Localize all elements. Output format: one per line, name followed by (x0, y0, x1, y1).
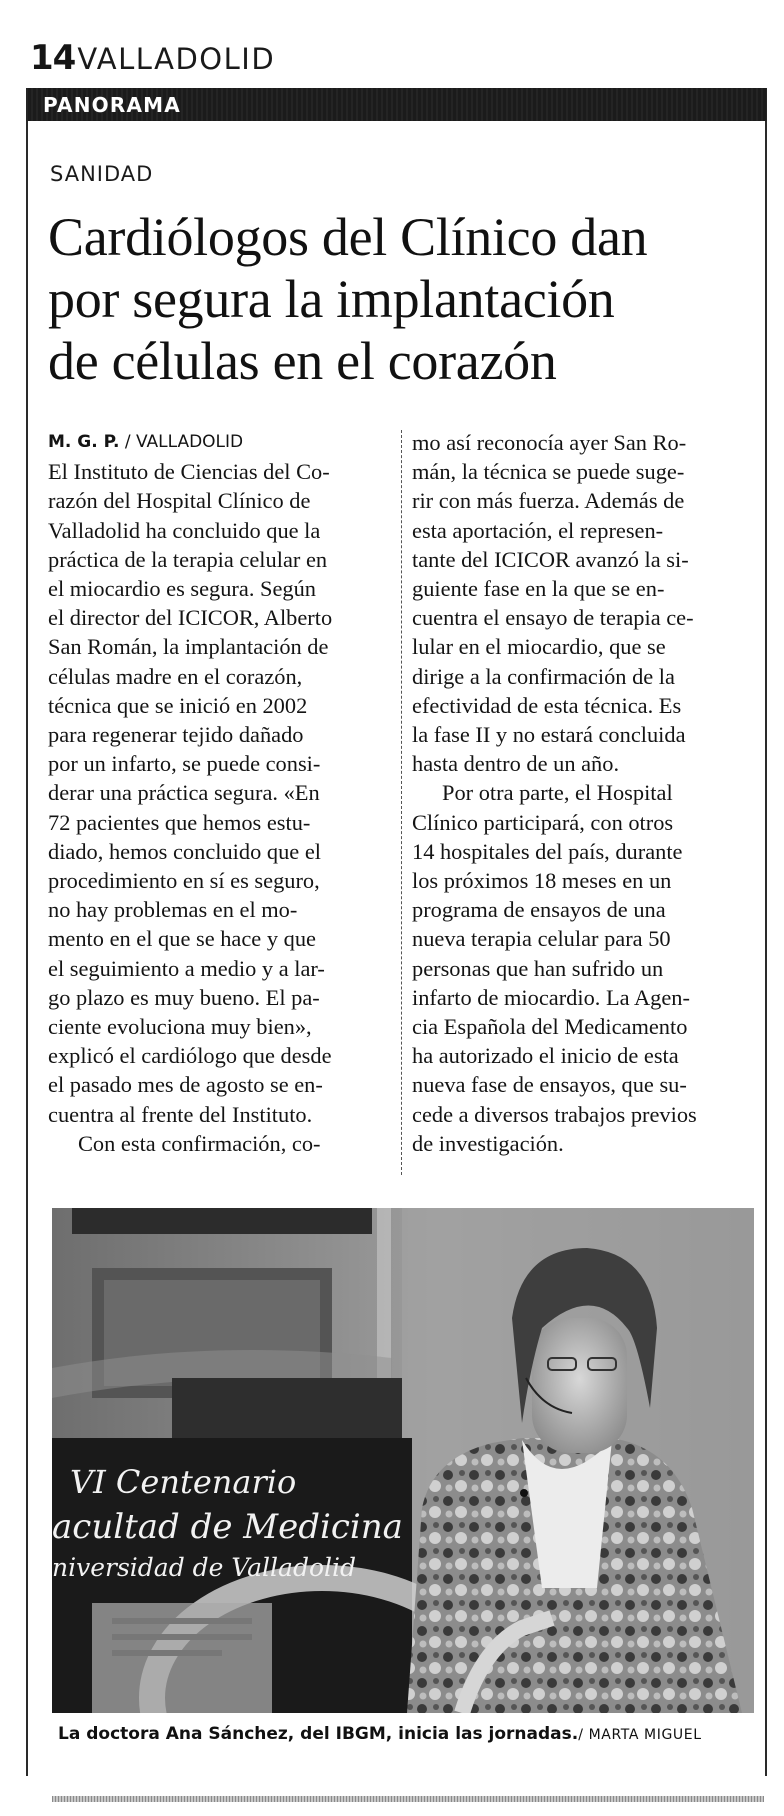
text-line: diado, hemos concluido que el (48, 838, 321, 864)
text-line: el miocardio es segura. Según (48, 576, 316, 602)
text-line: cuentra el ensayo de terapia ce- (412, 605, 694, 631)
text-line: procedimiento en sí es seguro, (48, 868, 320, 894)
text-line: efectividad de esta técnica. Es (412, 692, 682, 718)
caption-text: La doctora Ana Sánchez, del IBGM, inicia las jornadas. (58, 1724, 579, 1744)
text-line: Clínico participará, con otros (412, 809, 674, 835)
text-line: mán, la técnica se puede suge- (412, 459, 685, 485)
text-line: 72 pacientes que hemos estu- (48, 809, 311, 835)
photo-credit: / MARTA MIGUEL (578, 1727, 702, 1743)
text-line: cia Española del Medicamento (412, 1014, 688, 1040)
text-line: nueva fase de ensayos, que su- (412, 1072, 687, 1098)
text-line: por un infarto, se puede consi- (48, 751, 321, 777)
headline-line: Cardiólogos del Clínico dan (48, 207, 648, 267)
text-line: cede a diversos trabajos previos (412, 1101, 697, 1127)
text-line: los próximos 18 meses en un (412, 868, 672, 894)
text-line: programa de ensayos de una (412, 897, 666, 923)
page-folio (30, 38, 275, 84)
text-line: El Instituto de Ciencias del Co- (48, 459, 330, 485)
text-line: tante del ICICOR avanzó la si- (412, 546, 689, 572)
text-line: guiente fase en la que se en- (412, 576, 665, 602)
photo-illustration (52, 1208, 754, 1713)
article-kicker: SANIDAD (50, 162, 154, 186)
text-line: Con esta confirmación, co- (78, 1130, 321, 1156)
text-line: go plazo es muy bueno. El pa- (48, 984, 320, 1010)
text-line: derar una práctica segura. «En (48, 780, 320, 806)
text-line: práctica de la terapia celular en (48, 546, 328, 572)
photo-caption (58, 1724, 702, 1744)
text-line: células madre en el corazón, (48, 663, 303, 689)
text-line: hasta dentro de un año. (412, 751, 620, 777)
text-line: dirige a la confirmación de la (412, 663, 675, 689)
text-line: San Román, la implantación de (48, 634, 329, 660)
article-photo (52, 1208, 754, 1713)
text-line: Por otra parte, el Hospital (442, 780, 673, 806)
headline-line: de células en el corazón (48, 331, 557, 391)
text-line: para regenerar tejido dañado (48, 722, 304, 748)
text-line: no hay problemas en el mo- (48, 897, 298, 923)
byline (48, 428, 393, 457)
text-line: personas que han sufrido un (412, 955, 664, 981)
text-line: explicó el cardiólogo que desde (48, 1043, 332, 1069)
headline-line: por segura la implantación (48, 269, 615, 329)
article-headline (48, 206, 760, 392)
section-label: PANORAMA (43, 93, 181, 117)
text-line: razón del Hospital Clínico de (48, 488, 311, 514)
section-bar (26, 88, 767, 121)
bottom-rule (52, 1796, 764, 1802)
page-number: 14 (30, 38, 76, 78)
text-line: esta aportación, el represen- (412, 517, 664, 543)
text-line: rir con más fuerza. Además de (412, 488, 685, 514)
banner-line: VI Centenario (70, 1463, 297, 1501)
body-column-left (48, 428, 393, 1158)
banner-line: acultad de Medicina (52, 1507, 403, 1547)
text-line: Valladolid ha concluido que la (48, 517, 321, 543)
text-line: el seguimiento a medio y a lar- (48, 955, 325, 981)
text-line: 14 hospitales del país, durante (412, 838, 683, 864)
text-line: ha autorizado el inicio de esta (412, 1043, 679, 1069)
body-column-right (412, 428, 757, 1158)
text-line: el pasado mes de agosto se en- (48, 1072, 323, 1098)
text-line: infarto de miocardio. La Agen- (412, 984, 690, 1010)
text-line: el director del ICICOR, Alberto (48, 605, 333, 631)
text-line: nueva terapia celular para 50 (412, 926, 671, 952)
page-city: VALLADOLID (77, 42, 276, 76)
banner-line: niversidad de Valladolid (52, 1553, 357, 1582)
text-line: cuentra al frente del Instituto. (48, 1101, 313, 1127)
left-border-rule (26, 121, 28, 1776)
byline-author: M. G. P. (48, 432, 120, 452)
column-divider (401, 430, 402, 1175)
text-line: la fase II y no estará concluida (412, 722, 686, 748)
text-line: mo así reconocía ayer San Ro- (412, 430, 687, 455)
text-line: de investigación. (412, 1130, 564, 1156)
text-line: ciente evoluciona muy bien», (48, 1014, 312, 1040)
byline-location: / VALLADOLID (119, 432, 244, 452)
text-line: mento en el que se hace y que (48, 926, 316, 952)
right-border-rule (765, 121, 767, 1776)
text-line: técnica que se inició en 2002 (48, 692, 308, 718)
text-line: lular en el miocardio, que se (412, 634, 666, 660)
